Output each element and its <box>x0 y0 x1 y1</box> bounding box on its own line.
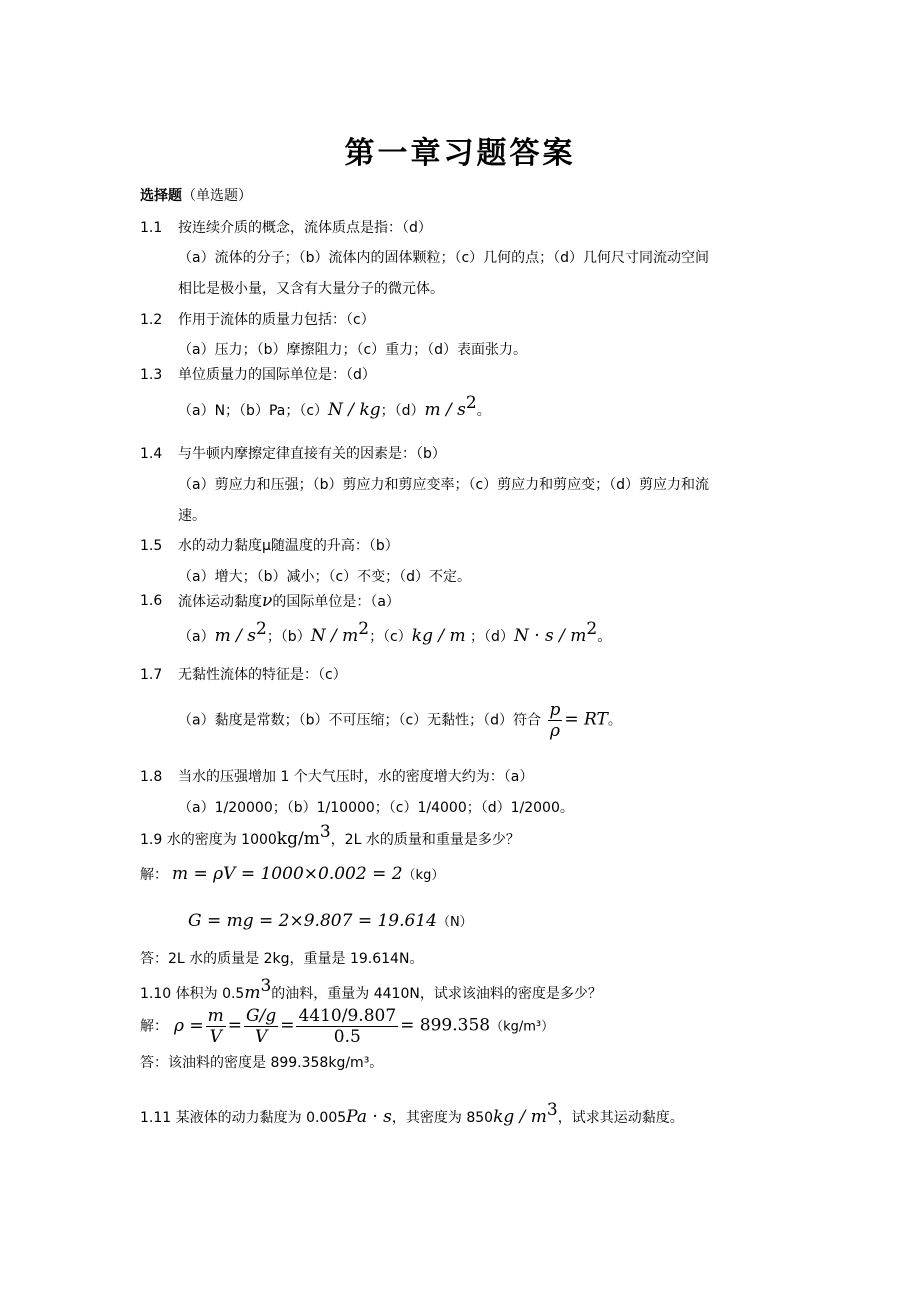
question-1-1-number: 1.1 <box>140 220 163 236</box>
section-heading <box>140 186 252 206</box>
question-1-1-text: 按连续介质的概念，流体质点是指：（d） <box>178 220 432 236</box>
mass-equation: m = ρV = 1000×0.002 = 2 <box>172 864 403 884</box>
question-1-10-text <box>140 976 602 1004</box>
equals-sign: = <box>280 1015 295 1036</box>
question-1-2-options: （a）压力；（b）摩擦阻力；（c）重力；（d）表面张力。 <box>178 342 528 358</box>
question-1-5-number: 1.5 <box>140 538 163 554</box>
question-1-8-number: 1.8 <box>140 769 163 785</box>
question-1-6-text-b: 的国际单位是：（a） <box>272 594 400 610</box>
question-1-10-solution <box>140 1006 554 1047</box>
question-1-4-text: 与牛顿内摩擦定律直接有关的因素是：（b） <box>178 446 446 462</box>
weight-unit: （N） <box>436 915 473 930</box>
question-1-2-number: 1.2 <box>140 312 163 328</box>
question-1-10-text-b: 的油料，重量为 4410N，试求该油料的密度是多少？ <box>271 986 602 1002</box>
option-a-label: （a） <box>178 629 215 645</box>
question-1-2-text: 作用于流体的质量力包括：（c） <box>178 312 375 328</box>
question-1-7-text: 无黏性流体的特征是：（c） <box>178 667 347 683</box>
question-1-8-text: 当水的压强增加 1 个大气压时，水的密度增大约为：（a） <box>178 769 534 785</box>
question-1-4-options-line1: （a）剪应力和压强；（b）剪应力和剪应变率；（c）剪应力和剪应变；（d）剪应力和流 <box>178 477 710 493</box>
question-1-11-text-c: ，试求其运动黏度。 <box>557 1110 684 1126</box>
question-1-6-options <box>178 619 612 647</box>
density-result: = 899.358 <box>400 1015 491 1036</box>
question-1-9-text <box>140 822 520 850</box>
fraction-denominator: ρ <box>549 721 560 741</box>
question-1-9-solution-line1 <box>140 864 444 886</box>
fraction-numerator: m <box>207 1006 224 1026</box>
option-b-label: ；（b） <box>266 629 311 645</box>
question-1-6-end: 。 <box>597 629 612 645</box>
question-1-10-text-a: 1.10 体积为 0.5 <box>140 986 245 1002</box>
question-1-3-number: 1.3 <box>140 367 163 383</box>
unit-kg-per-m3: kg / m <box>493 1107 547 1127</box>
question-1-9-answer: 答：2L 水的质量是 2kg，重量是 19.614N。 <box>140 951 424 967</box>
unit-kg-per-m: kg / m <box>411 626 466 646</box>
unit-exponent: 2 <box>586 619 598 639</box>
question-1-11-text <box>140 1100 684 1128</box>
rho-symbol: ρ = <box>174 1015 204 1036</box>
mass-unit: （kg） <box>402 868 445 883</box>
density-unit: （kg/m³） <box>490 1019 555 1035</box>
question-1-3-options <box>178 393 491 421</box>
section-heading-note: （单选题） <box>182 188 252 204</box>
unit-exponent: 3 <box>546 1100 558 1120</box>
solution-label: 解： <box>140 867 168 883</box>
question-1-11-text-b: ，其密度为 850 <box>391 1110 494 1126</box>
option-d-label: ；（d） <box>465 629 514 645</box>
question-1-3-text: 单位质量力的国际单位是：（d） <box>178 367 376 383</box>
question-1-9-solution-line2 <box>188 911 473 933</box>
unit-pa-s: Pa · s <box>346 1107 392 1127</box>
unit-m-per-s2: m / s <box>214 626 256 646</box>
unit-kg-per-m3: kg/m <box>276 829 320 849</box>
equation-rhs: = RT <box>564 709 608 730</box>
weight-equation: G = mg = 2×9.807 = 19.614 <box>188 911 437 931</box>
unit-m3: m <box>244 983 261 1003</box>
question-1-7-options-text: （a）黏度是常数；（b）不可压缩；（c）无黏性；（d）符合 <box>178 712 542 729</box>
page-title: 第一章习题答案 <box>344 136 576 171</box>
option-c-label: ；（c） <box>369 629 412 645</box>
question-1-6-number: 1.6 <box>140 593 163 609</box>
unit-exponent: 2 <box>255 619 267 639</box>
unit-n-per-m2: N / m <box>310 626 359 646</box>
question-1-5-text: 水的动力黏度μ随温度的升高：（b） <box>178 538 399 554</box>
section-heading-label: 选择题 <box>140 188 182 204</box>
g-over-v-fraction <box>244 1006 278 1047</box>
question-1-11-text-a: 1.11 某液体的动力黏度为 0.005 <box>140 1110 347 1126</box>
unit-exponent: 2 <box>465 393 477 413</box>
question-1-7-options <box>178 700 622 741</box>
question-1-9-text-b: ，2L 水的质量和重量是多少？ <box>330 832 520 848</box>
fraction-numerator: 4410/9.807 <box>298 1006 397 1026</box>
question-1-1-options-line2: 相比是极小量，又含有大量分子的微元体。 <box>178 281 444 297</box>
fraction-denominator: V <box>209 1027 222 1047</box>
question-1-8-options: （a）1/20000；（b）1/10000；（c）1/4000；（d）1/2000。 <box>178 800 574 816</box>
question-1-5-options: （a）增大；（b）减小；（c）不变；（d）不定。 <box>178 569 472 585</box>
solution-label: 解： <box>140 1018 168 1035</box>
fraction-denominator: 0.5 <box>333 1027 361 1047</box>
question-1-1-options-line1: （a）流体的分子；（b）流体内的固体颗粒；（c）几何的点；（d）几何尺寸同流动空间 <box>178 250 710 266</box>
question-1-4-number: 1.4 <box>140 446 163 462</box>
unit-n-per-kg: N / kg <box>328 400 381 420</box>
question-1-4-options-line2: 速。 <box>178 508 206 524</box>
unit-exponent: 3 <box>319 822 331 842</box>
fraction-denominator: V <box>254 1027 268 1047</box>
fraction-numerator: G/g <box>246 1006 277 1026</box>
numeric-fraction <box>296 1006 398 1047</box>
question-1-10-answer: 答：该油料的密度是 899.358kg/m³。 <box>140 1055 384 1071</box>
question-1-7-number: 1.7 <box>140 667 163 683</box>
unit-n-s-per-m2: N · s / m <box>513 626 587 646</box>
unit-m-per-s2: m / s <box>424 400 466 420</box>
question-1-3-end: 。 <box>476 403 491 419</box>
equals-sign: = <box>227 1015 243 1036</box>
fraction-numerator: p <box>549 700 561 720</box>
question-1-6-text <box>178 591 400 612</box>
question-1-3-options-ab: （a）N；（b）Pa；（c） <box>178 403 329 419</box>
p-over-rho-fraction <box>548 700 563 741</box>
nu-symbol: ν <box>262 591 273 611</box>
m-over-v-fraction <box>206 1006 226 1047</box>
unit-exponent: 3 <box>260 976 272 996</box>
question-1-9-text-a: 1.9 水的密度为 1000 <box>140 832 277 848</box>
unit-exponent: 2 <box>358 619 370 639</box>
question-1-6-text-a: 流体运动黏度 <box>178 594 262 610</box>
question-1-7-end: 。 <box>607 712 622 729</box>
question-1-3-option-d-label: ；（d） <box>380 403 425 419</box>
